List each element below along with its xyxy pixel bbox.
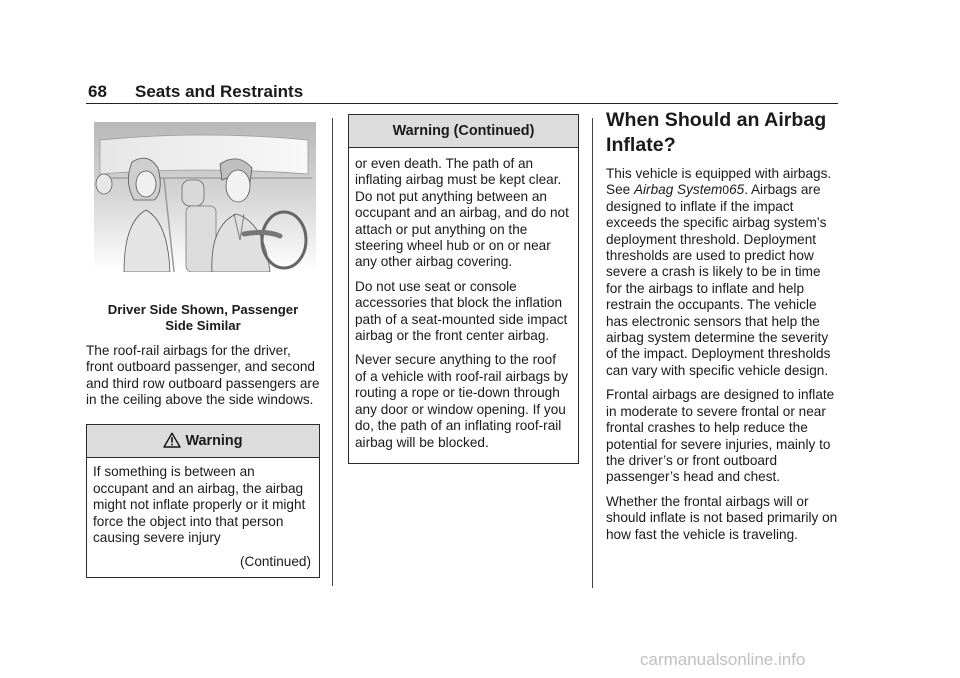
warning-box [86, 424, 320, 577]
column-divider-2 [592, 118, 593, 588]
column-3 [606, 108, 840, 551]
header-rule [86, 103, 838, 104]
paragraph-1: This vehicle is equipped with airbags. See Airbag System065. Airbags are designed to inflate if the impact exceeds the specific airbag system’s deployment threshold. Deployment thresholds are used to predict how severe a crash is likely to be in time for the airbags to inflate and help restrain the occupants. The vehicle has electronic sensors that help the airbag system determine the severity of the impact. Deployment thresholds can vary with specific vehicle design. [606, 166, 832, 378]
page-header [88, 82, 838, 104]
page-ref-arrow: 0 [722, 183, 730, 198]
continued-label: (Continued) [239, 554, 311, 570]
caption-line-2: Side Similar [165, 318, 241, 334]
warning-continued-header: Warning (Continued) [349, 115, 578, 148]
warning-continued-box [348, 114, 579, 464]
column-divider-1 [332, 118, 333, 586]
column-1 [86, 122, 320, 578]
figure-caption [86, 302, 320, 335]
watermark: carmanualsonline.info [640, 650, 806, 669]
paragraph-2: Frontal airbags are designed to inflate in moderate to severe frontal or near frontal crashes to help reduce the potential for severe injuries, mainly to the driver’s or front outboard passenger’s head and chest. [606, 387, 835, 485]
airbag-system-link[interactable]: Airbag System [633, 182, 723, 198]
column-2 [348, 114, 579, 464]
warning-header [87, 425, 319, 458]
warning-continued-body [349, 148, 578, 463]
section-heading: When Should an Airbag Inflate? [606, 109, 827, 156]
page-ref-number[interactable]: 65 [729, 182, 745, 198]
paragraph-3: Whether the frontal airbags will or should inflate is not based primarily on how fast the vehicle is traveling. [606, 493, 838, 542]
page-number: 68 [88, 82, 107, 101]
warning-paragraph: Never secure anything to the roof of a vehicle with roof-rail airbags by routing a rope or tie-down through any door or window opening. If you do, the path of an inflating roof-rail airbag will be blocked. [355, 352, 569, 450]
section-title: Seats and Restraints [135, 82, 304, 101]
caption-line-1: Driver Side Shown, Passenger [107, 302, 299, 317]
warning-title: Warning [185, 433, 243, 450]
warning-triangle-icon [163, 432, 181, 448]
warning-body [87, 458, 319, 576]
warning-text: If something is between an occupant and an airbag, the airbag might not inflate properly or it might force the object into that person causing severe injury [93, 464, 306, 546]
roof-rail-airbag-illustration [94, 122, 316, 272]
warning-paragraph: or even death. The path of an inflating airbag must be kept clear. Do not put anything between an occupant and an airbag, and do not attach or put anything on the steering wheel hub or on or near any other airbag covering. [355, 156, 569, 270]
intro-paragraph: The roof-rail airbags for the driver, front outboard passenger, and second and third row outboard passengers are in the ceiling above the side windows. [86, 342, 320, 408]
warning-paragraph: Do not use seat or console accessories that block the inflation path of a seat-mounted side impact airbag or the front center airbag. [355, 278, 568, 344]
